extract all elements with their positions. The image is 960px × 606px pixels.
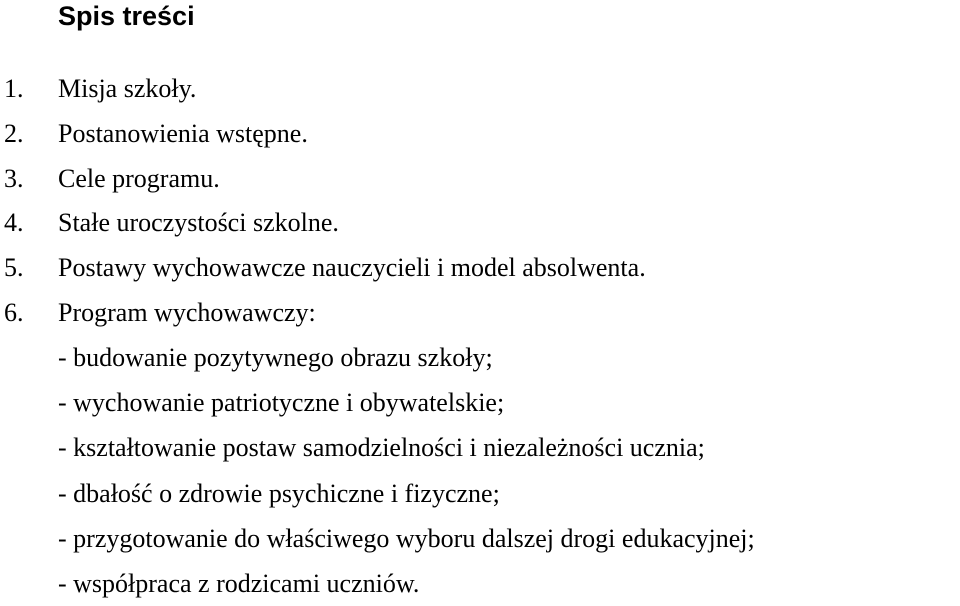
toc-item-text: Program wychowawczy: (58, 297, 316, 327)
toc-item-number: 5. (4, 253, 24, 283)
toc-item-number: 1. (4, 74, 24, 103)
toc-subitem (0, 335, 960, 380)
toc-item-1 (0, 67, 960, 112)
toc-subitem (0, 380, 960, 425)
toc-item-number: 4. (4, 208, 24, 238)
toc-subitem (0, 471, 960, 516)
toc-sublist (0, 335, 960, 606)
toc-item-number: 2. (4, 118, 24, 148)
toc-item-5 (0, 246, 960, 291)
toc-item-2 (0, 112, 960, 157)
toc-item-4 (0, 201, 960, 246)
toc-item-text: Postanowienia wstępne. (58, 118, 308, 148)
toc-item-number: 6. (4, 297, 24, 327)
toc-list (0, 67, 960, 336)
toc-item-3 (0, 157, 960, 202)
toc-subitem (0, 425, 960, 470)
page-title: Spis treści (58, 1, 195, 31)
toc-subitem (0, 561, 960, 606)
toc-subitem-text: - współpraca z rodzicami uczniów. (58, 568, 420, 598)
toc-subitem-text: - budowanie pozytywnego obrazu szkoły; (58, 343, 493, 372)
toc-item-text: Stałe uroczystości szkolne. (58, 208, 339, 238)
toc-subitem-text: - wychowanie patriotyczne i obywatelskie; (58, 388, 505, 418)
toc-subitem-text: - przygotowanie do właściwego wyboru dalszej drogi edukacyjnej; (58, 523, 755, 553)
toc-item-text: Misja szkoły. (58, 74, 197, 103)
toc-item-number: 3. (4, 163, 24, 193)
toc-subitem-text: - dbałość o zdrowie psychiczne i fizyczne; (58, 478, 500, 508)
toc-subitem (0, 516, 960, 561)
toc-item-text: Postawy wychowawcze nauczycieli i model absolwenta. (58, 253, 646, 283)
toc-item-6 (0, 291, 960, 336)
toc-item-text: Cele programu. (58, 163, 220, 193)
toc-subitem-text: - kształtowanie postaw samodzielności i niezależności ucznia; (58, 433, 705, 463)
